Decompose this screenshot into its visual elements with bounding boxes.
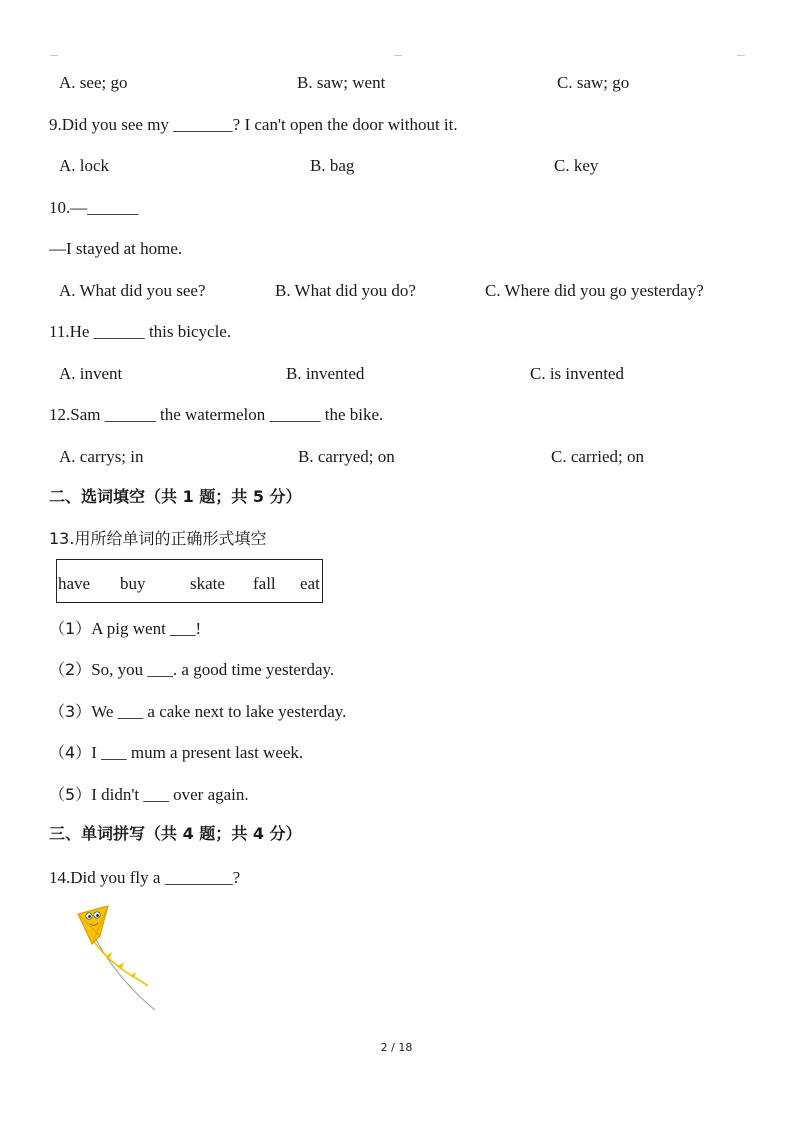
kite-image [70,900,170,1015]
item-text: We ___ a cake next to lake yesterday. [91,702,347,721]
q12-stem: 12.Sam ______ the watermelon ______ the bike. [49,405,384,424]
q13-stem: 13.用所给单词的正确形式填空 [49,529,267,548]
q10-answer-line: —I stayed at home. [49,239,183,258]
item-text: I didn't ___ over again. [91,785,249,804]
header-mark-center [394,55,402,56]
q13-item-5 [49,786,249,803]
q11-option-c: C. is invented [530,364,624,383]
q9-option-b: B. bag [310,156,355,175]
section-2-title: 二、选词填空（共 1 题；共 5 分） [49,487,302,506]
item-number: （1） [49,619,92,638]
item-number: （3） [49,702,92,721]
q11-option-b: B. invented [286,364,365,383]
q13-item-3 [49,703,346,720]
q9-stem: 9.Did you see my _______? I can't open the door without it. [49,115,458,134]
header-mark-left [50,55,58,56]
page-number: 2 / 18 [380,1041,413,1054]
word-bank-word: eat [300,574,320,593]
q9-option-c: C. key [554,156,599,175]
q10-option-c: C. Where did you go yesterday? [485,281,704,300]
q14-stem: 14.Did you fly a ________? [49,868,241,887]
q12-option-b: B. carryed; on [298,447,395,466]
q10-option-b: B. What did you do? [275,281,416,300]
word-bank-word: buy [120,574,146,593]
header-mark-right [737,55,745,56]
q8-option-c: C. saw; go [557,73,630,92]
q8-option-a: A. see; go [59,73,128,92]
item-text: I ___ mum a present last week. [91,743,304,762]
item-number: （5） [49,785,92,804]
q8-option-b: B. saw; went [297,73,386,92]
item-text: So, you ___. a good time yesterday. [91,660,335,679]
word-bank-word: fall [253,574,276,593]
q9-option-a: A. lock [59,156,110,175]
q13-item-2 [49,661,334,678]
q11-stem: 11.He ______ this bicycle. [49,322,232,341]
q13-item-1 [49,620,201,637]
item-number: （2） [49,660,92,679]
q12-option-c: C. carried; on [551,447,644,466]
q13-item-4 [49,744,303,761]
word-bank-word: have [58,574,91,593]
q10-option-a: A. What did you see? [59,281,206,300]
item-number: （4） [49,743,92,762]
section-3-title: 三、单词拼写（共 4 题；共 4 分） [49,824,302,843]
q10-stem: 10.—______ [49,198,139,217]
q12-option-a: A. carrys; in [59,447,144,466]
word-bank-box [56,559,323,603]
item-text: A pig went ___! [91,619,202,638]
word-bank-word: skate [190,574,225,593]
q11-option-a: A. invent [59,364,123,383]
